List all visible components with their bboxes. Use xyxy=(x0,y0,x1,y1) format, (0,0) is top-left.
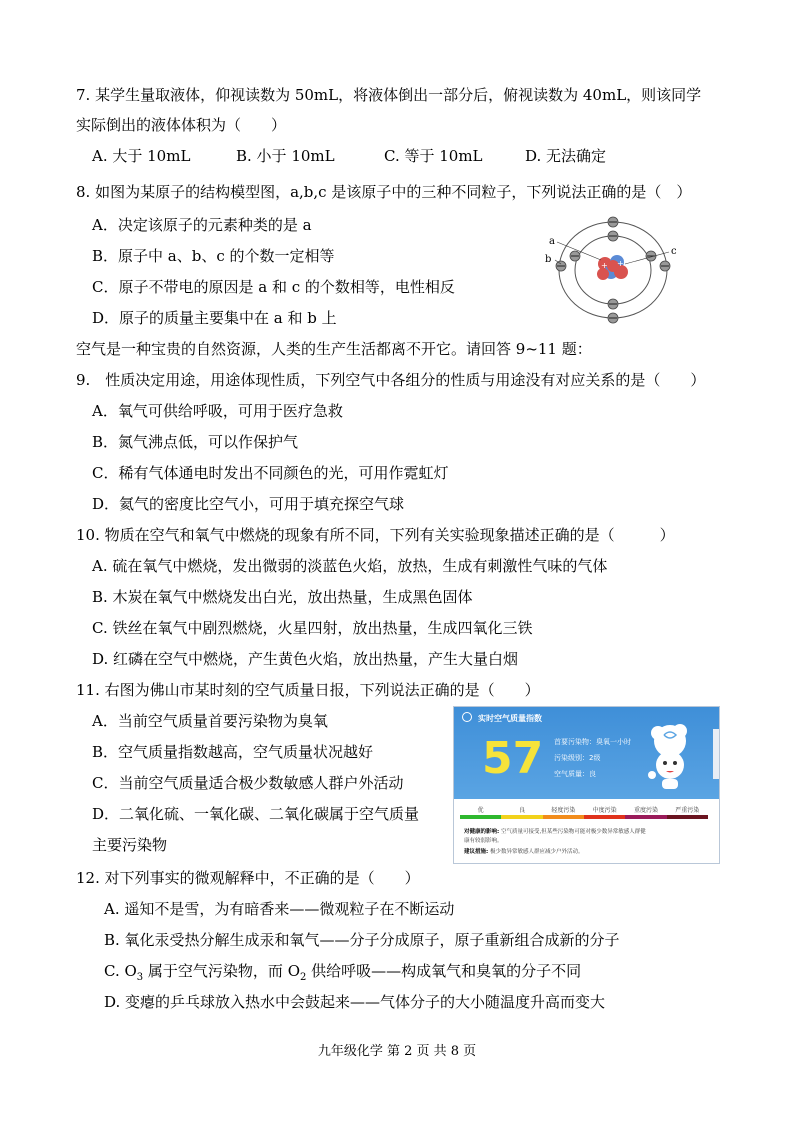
label-b: b xyxy=(545,254,552,265)
aqi-scale-medium: 中度污染 xyxy=(584,805,625,819)
q8-option-a: A．决定该原子的元素种类的是 a xyxy=(92,216,312,234)
q11-option-d-line2: 主要污染物 xyxy=(92,836,168,854)
q8-option-b: B．原子中 a、b、c 的个数一定相等 xyxy=(92,247,335,265)
q9-option-b: B．氮气沸点低，可以作保护气 xyxy=(92,433,299,451)
aqi-scroll-strip xyxy=(713,729,719,779)
q8-stem: 8. 如图为某原子的结构模型图，a,b,c 是该原子中的三种不同粒子，下列说法正确的是（ ） xyxy=(76,183,692,201)
q11-option-a: A．当前空气质量首要污染物为臭氧 xyxy=(92,712,328,730)
q10-option-c: C. 铁丝在氧气中剧烈燃烧，火星四射，放出热量，生成四氧化三铁 xyxy=(92,619,533,637)
q11-option-c: C．当前空气质量适合极少数敏感人群户外活动 xyxy=(92,774,404,792)
q12-option-b: B. 氧化汞受热分解生成汞和氧气——分子分成原子，原子重新组合成新的分子 xyxy=(104,931,620,949)
aqi-level: 污染级别：2级 xyxy=(554,754,601,762)
svg-text:+: + xyxy=(601,261,608,270)
q9-option-d: D．氦气的密度比空气小，可用于填充探空气球 xyxy=(92,495,405,513)
q9-option-a: A．氧气可供给呼吸，可用于医疗急救 xyxy=(92,402,343,420)
q12-option-d: D. 变瘪的乒乓球放入热水中会鼓起来——气体分子的大小随温度升高而变大 xyxy=(104,993,606,1011)
q7-option-b: B. 小于 10mL xyxy=(236,147,335,165)
aqi-report-image xyxy=(453,706,720,864)
q7-stem-line2: 实际倒出的液体体积为（ ） xyxy=(76,116,287,134)
aqi-pollutant: 首要污染物：臭氧一小时 xyxy=(554,738,631,746)
aqi-advice-note: 建议措施: 极少数异常敏感人群应减少户外活动。 xyxy=(464,849,584,855)
page-footer: 九年级化学 第 2 页 共 8 页 xyxy=(317,1044,477,1059)
q7-option-d: D. 无法确定 xyxy=(525,147,607,165)
q9-stem: 9. 性质决定用途，用途体现性质，下列空气中各组分的性质与用途没有对应关系的是（ ） xyxy=(76,371,706,389)
aqi-scale-light: 轻度污染 xyxy=(543,805,584,819)
aqi-scale-good: 优 xyxy=(460,805,501,819)
section-intro: 空气是一种宝贵的自然资源，人类的生产生活都离不开它。请回答 9~11 题： xyxy=(76,340,592,358)
label-a: a xyxy=(549,236,555,247)
q12-stem: 12. 对下列事实的微观解释中，不正确的是（ ） xyxy=(76,869,420,887)
aqi-health-note: 对健康的影响: 空气质量可接受,但某些污染物可能对极少数异常敏感人群健 xyxy=(464,829,646,835)
q10-option-a: A. 硫在氧气中燃烧，发出微弱的淡蓝色火焰，放热，生成有刺激性气味的气体 xyxy=(92,557,608,575)
aqi-logo-icon xyxy=(462,712,472,722)
aqi-scale-heavy: 重度污染 xyxy=(625,805,666,819)
nucleus xyxy=(597,255,628,280)
aqi-health-note-line2: 康有较弱影响。 xyxy=(464,838,503,844)
q12-option-c: C. $O_3$ 属于空气污染物，而 $O_2$ 供给呼吸——构成氧气和臭氧的分子不同 xyxy=(104,962,582,983)
q7-option-a: A. 大于 10mL xyxy=(92,147,191,165)
aqi-title: 实时空气质量指数 xyxy=(478,714,542,723)
q11-option-b: B．空气质量指数越高，空气质量状况越好 xyxy=(92,743,374,761)
label-c: c xyxy=(671,246,677,257)
svg-text:+: + xyxy=(617,259,624,268)
aqi-value: 57 xyxy=(482,733,544,784)
aqi-scale-moderate: 良 xyxy=(501,805,542,819)
q9-option-c: C．稀有气体通电时发出不同颜色的光，可用作霓虹灯 xyxy=(92,464,449,482)
q11-option-d-line1: D．二氧化硫、一氧化碳、二氧化碳属于空气质量 xyxy=(92,805,420,823)
q7-stem-line1: 7. 某学生量取液体，仰视读数为 50mL，将液体倒出一部分后，俯视读数为 40mL，则该同学 xyxy=(76,86,702,104)
q8-option-c: C．原子不带电的原因是 a 和 c 的个数相等，电性相反 xyxy=(92,278,455,296)
q10-option-b: B. 木炭在氧气中燃烧发出白光，放出热量，生成黑色固体 xyxy=(92,588,473,606)
q10-stem: 10. 物质在空气和氧气中燃烧的现象有所不同，下列有关实验现象描述正确的是（ ） xyxy=(76,526,675,544)
q10-option-d: D. 红磷在空气中燃烧，产生黄色火焰，放出热量，产生大量白烟 xyxy=(92,650,519,668)
mascot-icon xyxy=(644,721,696,793)
q11-stem: 11. 右图为佛山市某时刻的空气质量日报，下列说法正确的是（ ） xyxy=(76,681,540,699)
atom-structure-diagram xyxy=(545,212,685,327)
aqi-level-scale xyxy=(460,805,708,819)
q12-option-a: A. 遥知不是雪，为有暗香来——微观粒子在不断运动 xyxy=(104,900,455,918)
aqi-quality: 空气质量：良 xyxy=(554,770,596,778)
q8-option-d: D．原子的质量主要集中在 a 和 b 上 xyxy=(92,309,337,327)
q7-option-c: C. 等于 10mL xyxy=(384,147,483,165)
aqi-header-panel xyxy=(454,707,719,799)
aqi-scale-severe: 严重污染 xyxy=(667,805,708,819)
